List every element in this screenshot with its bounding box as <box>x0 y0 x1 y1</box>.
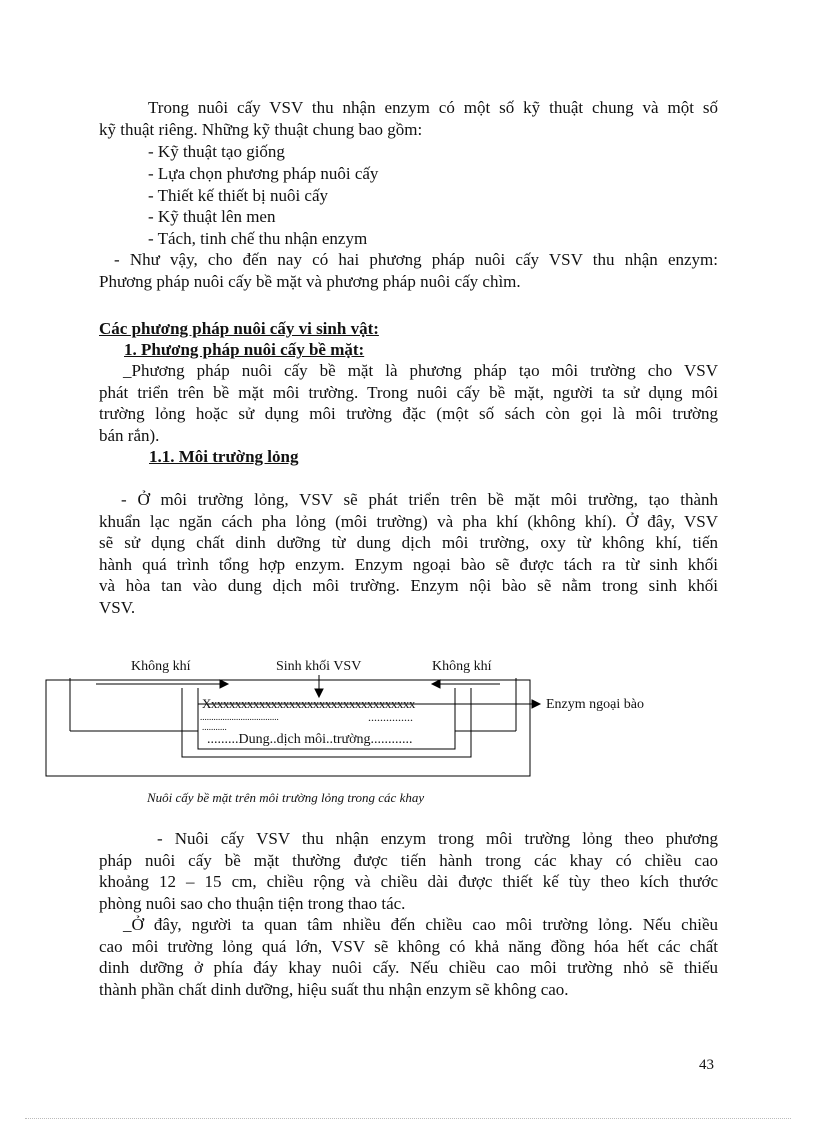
list-item: - Thiết kế thiết bị nuôi cấy <box>148 186 329 205</box>
list-item: - Tách, tinh chế thu nhận enzym <box>148 229 368 248</box>
figure-caption: Nuôi cấy bề mặt trên môi trường lỏng trong các khay <box>147 790 425 805</box>
solution-label: .........Dung..dịch môi..trường............ <box>207 732 413 747</box>
para2-line: khuẩn lạc ngăn cách pha lỏng (môi trường) và pha khí (không khí). Ở đây, VSV <box>99 512 718 531</box>
para2-line: - Ở môi trường lỏng, VSV sẽ phát triển trên bề mặt môi trường, tạo thành <box>121 490 718 509</box>
para3-line: phòng nuôi sao cho thuận tiện trong thao tác. <box>99 894 406 913</box>
subsection-heading: 1. Phương pháp nuôi cấy bề mặt: <box>124 340 365 359</box>
list-item: - Kỹ thuật tạo giống <box>148 142 285 161</box>
para2-line: sẽ sử dụng chất dinh dưỡng từ dung dịch môi trường, oxy từ không khí, tiến <box>99 533 718 552</box>
para2-line: VSV. <box>99 598 136 617</box>
para3-line: pháp nuôi cấy bề mặt thường được tiến hành trong các khay có chiều cao <box>99 851 718 870</box>
subsubsection-heading: 1.1. Môi trường lỏng <box>149 447 299 466</box>
dots-left: ................................... <box>200 712 279 722</box>
dots-short: ........... <box>202 722 227 732</box>
section-heading: Các phương pháp nuôi cấy vi sinh vật: <box>99 319 379 338</box>
para1-line: _Phương pháp nuôi cấy bề mặt là phương pháp tạo môi trường cho VSV <box>123 361 718 380</box>
footer-rule <box>25 1118 791 1119</box>
summary-line-1: - Như vậy, cho đến nay có hai phương pháp nuôi cấy VSV thu nhận enzym: <box>114 250 718 269</box>
para2-line: và hòa tan vào dung dịch môi trường. Enzym nội bào sẽ nằm trong sinh khối <box>99 576 718 595</box>
list-item: - Kỹ thuật lên men <box>148 207 276 226</box>
summary-line-2: Phương pháp nuôi cấy bề mặt và phương pháp nuôi cấy chìm. <box>99 272 521 291</box>
page-number: 43 <box>699 1057 714 1073</box>
label-enzyme: Enzym ngoại bào <box>546 697 644 712</box>
para1-line: phát triển trên bề mặt môi trường. Trong nuôi cấy bề mặt, người ta sử dụng môi <box>99 383 718 402</box>
para3-line: khoảng 12 – 15 cm, chiều rộng và chiều dài được thiết kế tùy theo kích thước <box>99 872 718 891</box>
outer-frame <box>46 680 530 776</box>
label-air-left: Không khí <box>131 659 191 674</box>
label-air-right: Không khí <box>432 659 492 674</box>
para2-line: hành quá trình tổng hợp enzym. Enzym ngoại bào sẽ được tách ra từ sinh khối <box>99 555 718 574</box>
dots-right: ............... <box>368 710 413 724</box>
para4-line: _Ở đây, người ta quan tâm nhiều đến chiều cao môi trường lỏng. Nếu chiều <box>123 915 718 934</box>
list-item: - Lựa chọn phương pháp nuôi cấy <box>148 164 379 183</box>
para4-line: cao môi trường lỏng quá lớn, VSV sẽ không có khả năng đồng hóa hết các chất <box>99 937 718 956</box>
para4-line: thành phần chất dinh dưỡng, hiệu suất thu nhận enzym sẽ không cao. <box>99 980 569 999</box>
para4-line: dinh dưỡng ở phía đáy khay nuôi cấy. Nếu chiều cao môi trường nhỏ sẽ thiếu <box>99 958 718 977</box>
intro-line-1: Trong nuôi cấy VSV thu nhận enzym có một số kỹ thuật chung và một số <box>148 98 718 117</box>
intro-line-2: kỹ thuật riêng. Những kỹ thuật chung bao gồm: <box>99 120 423 139</box>
para1-line: trường lỏng hoặc sử dụng môi trường đặc (một số sách còn gọi là môi trường <box>99 404 718 423</box>
para1-line: bán rắn). <box>99 426 160 445</box>
biomass-layer: Xxxxxxxxxxxxxxxxxxxxxxxxxxxxxxxxxxx <box>202 696 415 711</box>
para3-line: - Nuôi cấy VSV thu nhận enzym trong môi trường lỏng theo phương <box>157 829 718 848</box>
label-biomass: Sinh khối VSV <box>276 659 362 674</box>
